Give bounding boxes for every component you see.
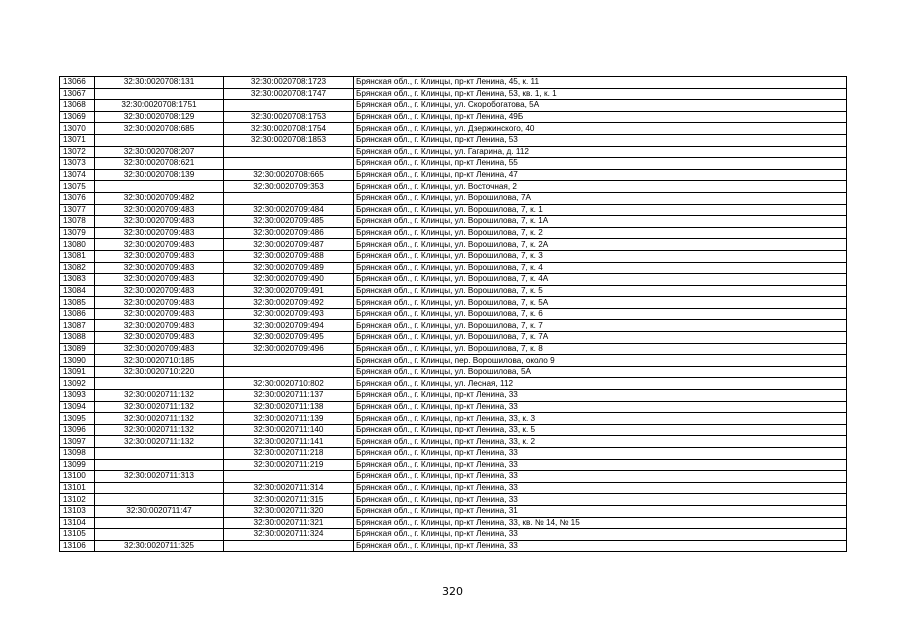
table-row bbox=[60, 134, 847, 146]
address: Брянская обл., г. Клинцы, пр-кт Ленина, 33 bbox=[354, 540, 847, 552]
row-number: 13102 bbox=[60, 494, 95, 506]
table-row bbox=[60, 517, 847, 529]
cadastral-number-object: 32:30:0020711:140 bbox=[224, 424, 354, 436]
row-number: 13080 bbox=[60, 239, 95, 251]
address: Брянская обл., г. Клинцы, пр-кт Ленина, 53 bbox=[354, 134, 847, 146]
table-row bbox=[60, 285, 847, 297]
table-row bbox=[60, 239, 847, 251]
cadastral-number-object: 32:30:0020709:487 bbox=[224, 239, 354, 251]
cadastral-number-parcel: 32:30:0020710:220 bbox=[95, 366, 224, 378]
cadastral-number-object: 32:30:0020709:485 bbox=[224, 216, 354, 228]
row-number: 13106 bbox=[60, 540, 95, 552]
table-row bbox=[60, 308, 847, 320]
cadastral-number-parcel: 32:30:0020709:483 bbox=[95, 239, 224, 251]
cadastral-number-parcel: 32:30:0020711:313 bbox=[95, 471, 224, 483]
cadastral-number-object: 32:30:0020711:324 bbox=[224, 529, 354, 541]
address: Брянская обл., г. Клинцы, ул. Ворошилова, 7, к. 8 bbox=[354, 343, 847, 355]
cadastral-number-parcel: 32:30:0020711:132 bbox=[95, 390, 224, 402]
address: Брянская обл., г. Клинцы, ул. Ворошилова, 7, к. 7 bbox=[354, 320, 847, 332]
cadastral-number-parcel: 32:30:0020711:132 bbox=[95, 401, 224, 413]
cadastral-number-object: 32:30:0020711:137 bbox=[224, 390, 354, 402]
row-number: 13067 bbox=[60, 88, 95, 100]
table-row bbox=[60, 378, 847, 390]
cadastral-number-parcel bbox=[95, 459, 224, 471]
table-row bbox=[60, 227, 847, 239]
address: Брянская обл., г. Клинцы, пр-кт Ленина, 33 bbox=[354, 401, 847, 413]
address: Брянская обл., г. Клинцы, пр-кт Ленина, 33, к. 3 bbox=[354, 413, 847, 425]
address: Брянская обл., г. Клинцы, пр-кт Ленина, 33 bbox=[354, 448, 847, 460]
cadastral-number-object: 32:30:0020708:1723 bbox=[224, 77, 354, 89]
row-number: 13075 bbox=[60, 181, 95, 193]
row-number: 13103 bbox=[60, 505, 95, 517]
cadastral-number-object bbox=[224, 158, 354, 170]
cadastral-number-parcel: 32:30:0020711:47 bbox=[95, 505, 224, 517]
address: Брянская обл., г. Клинцы, ул. Ворошилова, 7, к. 7А bbox=[354, 332, 847, 344]
cadastral-number-object: 32:30:0020708:1754 bbox=[224, 123, 354, 135]
cadastral-number-object: 32:30:0020711:219 bbox=[224, 459, 354, 471]
cadastral-number-object bbox=[224, 471, 354, 483]
cadastral-number-parcel: 32:30:0020709:483 bbox=[95, 262, 224, 274]
table-row bbox=[60, 390, 847, 402]
page-number: 320 bbox=[442, 585, 463, 598]
cadastral-number-parcel: 32:30:0020709:483 bbox=[95, 274, 224, 286]
row-number: 13094 bbox=[60, 401, 95, 413]
table-row bbox=[60, 436, 847, 448]
row-number: 13073 bbox=[60, 158, 95, 170]
table-row bbox=[60, 505, 847, 517]
row-number: 13105 bbox=[60, 529, 95, 541]
cadastral-number-parcel: 32:30:0020709:483 bbox=[95, 227, 224, 239]
row-number: 13099 bbox=[60, 459, 95, 471]
row-number: 13096 bbox=[60, 424, 95, 436]
cadastral-number-object: 32:30:0020708:665 bbox=[224, 169, 354, 181]
cadastral-number-object: 32:30:0020709:489 bbox=[224, 262, 354, 274]
address: Брянская обл., г. Клинцы, пр-кт Ленина, 33, кв. № 14, № 15 bbox=[354, 517, 847, 529]
table-row bbox=[60, 204, 847, 216]
cadastral-number-object: 32:30:0020709:496 bbox=[224, 343, 354, 355]
cadastral-number-parcel: 32:30:0020710:185 bbox=[95, 355, 224, 367]
cadastral-number-parcel: 32:30:0020708:129 bbox=[95, 111, 224, 123]
table-row bbox=[60, 169, 847, 181]
table-row bbox=[60, 355, 847, 367]
row-number: 13068 bbox=[60, 100, 95, 112]
row-number: 13086 bbox=[60, 308, 95, 320]
cadastral-number-parcel bbox=[95, 134, 224, 146]
cadastral-number-parcel: 32:30:0020711:132 bbox=[95, 413, 224, 425]
cadastral-number-parcel bbox=[95, 448, 224, 460]
cadastral-number-object: 32:30:0020711:320 bbox=[224, 505, 354, 517]
cadastral-number-parcel: 32:30:0020708:685 bbox=[95, 123, 224, 135]
table-row bbox=[60, 77, 847, 89]
address: Брянская обл., г. Клинцы, пр-кт Ленина, 33 bbox=[354, 494, 847, 506]
row-number: 13101 bbox=[60, 482, 95, 494]
address: Брянская обл., г. Клинцы, ул. Гагарина, д. 112 bbox=[354, 146, 847, 158]
cadastral-number-object: 32:30:0020709:493 bbox=[224, 308, 354, 320]
cadastral-number-object: 32:30:0020711:141 bbox=[224, 436, 354, 448]
cadastral-number-parcel: 32:30:0020709:483 bbox=[95, 216, 224, 228]
row-number: 13092 bbox=[60, 378, 95, 390]
row-number: 13079 bbox=[60, 227, 95, 239]
address: Брянская обл., г. Клинцы, ул. Ворошилова, 7, к. 2А bbox=[354, 239, 847, 251]
cadastral-number-object: 32:30:0020709:486 bbox=[224, 227, 354, 239]
address: Брянская обл., г. Клинцы, ул. Ворошилова, 7, к. 5А bbox=[354, 297, 847, 309]
table-row bbox=[60, 471, 847, 483]
cadastral-number-parcel: 32:30:0020711:325 bbox=[95, 540, 224, 552]
table-row bbox=[60, 192, 847, 204]
row-number: 13095 bbox=[60, 413, 95, 425]
table-row bbox=[60, 413, 847, 425]
table-row bbox=[60, 88, 847, 100]
cadastral-number-parcel bbox=[95, 88, 224, 100]
table-row bbox=[60, 494, 847, 506]
cadastral-number-parcel: 32:30:0020709:483 bbox=[95, 308, 224, 320]
address: Брянская обл., г. Клинцы, ул. Лесная, 112 bbox=[354, 378, 847, 390]
row-number: 13085 bbox=[60, 297, 95, 309]
cadastral-number-object: 32:30:0020709:491 bbox=[224, 285, 354, 297]
address: Брянская обл., г. Клинцы, пр-кт Ленина, 33 bbox=[354, 459, 847, 471]
cadastral-number-object: 32:30:0020711:218 bbox=[224, 448, 354, 460]
row-number: 13071 bbox=[60, 134, 95, 146]
address: Брянская обл., г. Клинцы, пр-кт Ленина, 33, к. 2 bbox=[354, 436, 847, 448]
row-number: 13088 bbox=[60, 332, 95, 344]
row-number: 13084 bbox=[60, 285, 95, 297]
cadastral-number-object bbox=[224, 192, 354, 204]
cadastral-number-object: 32:30:0020709:488 bbox=[224, 250, 354, 262]
cadastral-number-object: 32:30:0020711:139 bbox=[224, 413, 354, 425]
cadastral-number-object: 32:30:0020709:490 bbox=[224, 274, 354, 286]
cadastral-number-parcel: 32:30:0020709:482 bbox=[95, 192, 224, 204]
address: Брянская обл., г. Клинцы, ул. Ворошилова, 5А bbox=[354, 366, 847, 378]
address: Брянская обл., г. Клинцы, ул. Ворошилова, 7А bbox=[354, 192, 847, 204]
cadastral-number-object: 32:30:0020711:315 bbox=[224, 494, 354, 506]
address: Брянская обл., г. Клинцы, пр-кт Ленина, 33, к. 5 bbox=[354, 424, 847, 436]
row-number: 13072 bbox=[60, 146, 95, 158]
address: Брянская обл., г. Клинцы, ул. Ворошилова, 7, к. 1А bbox=[354, 216, 847, 228]
cadastral-register-table bbox=[59, 76, 847, 552]
cadastral-number-parcel: 32:30:0020709:483 bbox=[95, 343, 224, 355]
address: Брянская обл., г. Клинцы, ул. Ворошилова, 7, к. 4А bbox=[354, 274, 847, 286]
table-row bbox=[60, 401, 847, 413]
row-number: 13104 bbox=[60, 517, 95, 529]
address: Брянская обл., г. Клинцы, пр-кт Ленина, 33 bbox=[354, 529, 847, 541]
cadastral-number-object bbox=[224, 355, 354, 367]
address: Брянская обл., г. Клинцы, пер. Ворошилова, около 9 bbox=[354, 355, 847, 367]
cadastral-number-object: 32:30:0020711:321 bbox=[224, 517, 354, 529]
address: Брянская обл., г. Клинцы, пр-кт Ленина, 33 bbox=[354, 471, 847, 483]
table-body bbox=[60, 77, 847, 552]
address: Брянская обл., г. Клинцы, пр-кт Ленина, 45, к. 11 bbox=[354, 77, 847, 89]
table-row bbox=[60, 529, 847, 541]
table-row bbox=[60, 343, 847, 355]
row-number: 13097 bbox=[60, 436, 95, 448]
table-row bbox=[60, 297, 847, 309]
row-number: 13089 bbox=[60, 343, 95, 355]
address: Брянская обл., г. Клинцы, пр-кт Ленина, 31 bbox=[354, 505, 847, 517]
address: Брянская обл., г. Клинцы, ул. Ворошилова, 7, к. 3 bbox=[354, 250, 847, 262]
row-number: 13066 bbox=[60, 77, 95, 89]
table-row bbox=[60, 320, 847, 332]
cadastral-number-parcel: 32:30:0020709:483 bbox=[95, 285, 224, 297]
address: Брянская обл., г. Клинцы, пр-кт Ленина, 47 bbox=[354, 169, 847, 181]
cadastral-number-object: 32:30:0020708:1853 bbox=[224, 134, 354, 146]
cadastral-number-object bbox=[224, 146, 354, 158]
cadastral-number-object bbox=[224, 100, 354, 112]
cadastral-number-parcel: 32:30:0020709:483 bbox=[95, 320, 224, 332]
address: Брянская обл., г. Клинцы, ул. Ворошилова, 7, к. 2 bbox=[354, 227, 847, 239]
address: Брянская обл., г. Клинцы, пр-кт Ленина, 53, кв. 1, к. 1 bbox=[354, 88, 847, 100]
table-row bbox=[60, 448, 847, 460]
cadastral-number-object bbox=[224, 540, 354, 552]
cadastral-number-object: 32:30:0020709:484 bbox=[224, 204, 354, 216]
table-row bbox=[60, 540, 847, 552]
table-row bbox=[60, 111, 847, 123]
row-number: 13100 bbox=[60, 471, 95, 483]
row-number: 13082 bbox=[60, 262, 95, 274]
address: Брянская обл., г. Клинцы, ул. Ворошилова, 7, к. 4 bbox=[354, 262, 847, 274]
table-row bbox=[60, 459, 847, 471]
address: Брянская обл., г. Клинцы, ул. Дзержинского, 40 bbox=[354, 123, 847, 135]
cadastral-number-object: 32:30:0020711:138 bbox=[224, 401, 354, 413]
cadastral-number-parcel bbox=[95, 378, 224, 390]
row-number: 13098 bbox=[60, 448, 95, 460]
table-row bbox=[60, 100, 847, 112]
row-number: 13077 bbox=[60, 204, 95, 216]
cadastral-number-parcel: 32:30:0020708:207 bbox=[95, 146, 224, 158]
address: Брянская обл., г. Клинцы, пр-кт Ленина, 33 bbox=[354, 390, 847, 402]
cadastral-number-parcel: 32:30:0020709:483 bbox=[95, 250, 224, 262]
cadastral-number-object: 32:30:0020708:1747 bbox=[224, 88, 354, 100]
address: Брянская обл., г. Клинцы, пр-кт Ленина, 55 bbox=[354, 158, 847, 170]
cadastral-number-object: 32:30:0020709:494 bbox=[224, 320, 354, 332]
cadastral-number-parcel bbox=[95, 181, 224, 193]
table-row bbox=[60, 332, 847, 344]
table-row bbox=[60, 181, 847, 193]
cadastral-number-object: 32:30:0020711:314 bbox=[224, 482, 354, 494]
address: Брянская обл., г. Клинцы, ул. Восточная, 2 bbox=[354, 181, 847, 193]
cadastral-number-object: 32:30:0020710:802 bbox=[224, 378, 354, 390]
table-row bbox=[60, 424, 847, 436]
table-row bbox=[60, 146, 847, 158]
cadastral-number-parcel bbox=[95, 517, 224, 529]
row-number: 13076 bbox=[60, 192, 95, 204]
address: Брянская обл., г. Клинцы, ул. Скоробогатова, 5А bbox=[354, 100, 847, 112]
table-row bbox=[60, 274, 847, 286]
row-number: 13078 bbox=[60, 216, 95, 228]
row-number: 13070 bbox=[60, 123, 95, 135]
row-number: 13091 bbox=[60, 366, 95, 378]
address: Брянская обл., г. Клинцы, ул. Ворошилова, 7, к. 1 bbox=[354, 204, 847, 216]
table-row bbox=[60, 158, 847, 170]
cadastral-number-parcel: 32:30:0020708:621 bbox=[95, 158, 224, 170]
cadastral-number-parcel bbox=[95, 482, 224, 494]
table-row bbox=[60, 250, 847, 262]
address: Брянская обл., г. Клинцы, ул. Ворошилова, 7, к. 5 bbox=[354, 285, 847, 297]
row-number: 13090 bbox=[60, 355, 95, 367]
table-row bbox=[60, 216, 847, 228]
cadastral-number-object bbox=[224, 366, 354, 378]
row-number: 13074 bbox=[60, 169, 95, 181]
row-number: 13093 bbox=[60, 390, 95, 402]
cadastral-number-object: 32:30:0020709:492 bbox=[224, 297, 354, 309]
cadastral-number-parcel: 32:30:0020711:132 bbox=[95, 424, 224, 436]
cadastral-number-parcel: 32:30:0020709:483 bbox=[95, 204, 224, 216]
cadastral-number-parcel: 32:30:0020708:139 bbox=[95, 169, 224, 181]
cadastral-number-parcel: 32:30:0020708:131 bbox=[95, 77, 224, 89]
address: Брянская обл., г. Клинцы, пр-кт Ленина, 49Б bbox=[354, 111, 847, 123]
table-row bbox=[60, 123, 847, 135]
cadastral-number-object: 32:30:0020708:1753 bbox=[224, 111, 354, 123]
row-number: 13069 bbox=[60, 111, 95, 123]
cadastral-number-parcel: 32:30:0020708:1751 bbox=[95, 100, 224, 112]
address: Брянская обл., г. Клинцы, ул. Ворошилова, 7, к. 6 bbox=[354, 308, 847, 320]
row-number: 13081 bbox=[60, 250, 95, 262]
row-number: 13083 bbox=[60, 274, 95, 286]
cadastral-number-parcel bbox=[95, 529, 224, 541]
table-row bbox=[60, 262, 847, 274]
cadastral-number-parcel: 32:30:0020711:132 bbox=[95, 436, 224, 448]
cadastral-number-object: 32:30:0020709:495 bbox=[224, 332, 354, 344]
cadastral-number-parcel: 32:30:0020709:483 bbox=[95, 332, 224, 344]
cadastral-number-parcel: 32:30:0020709:483 bbox=[95, 297, 224, 309]
cadastral-number-object: 32:30:0020709:353 bbox=[224, 181, 354, 193]
cadastral-number-parcel bbox=[95, 494, 224, 506]
row-number: 13087 bbox=[60, 320, 95, 332]
table-row bbox=[60, 366, 847, 378]
address: Брянская обл., г. Клинцы, пр-кт Ленина, 33 bbox=[354, 482, 847, 494]
table-row bbox=[60, 482, 847, 494]
